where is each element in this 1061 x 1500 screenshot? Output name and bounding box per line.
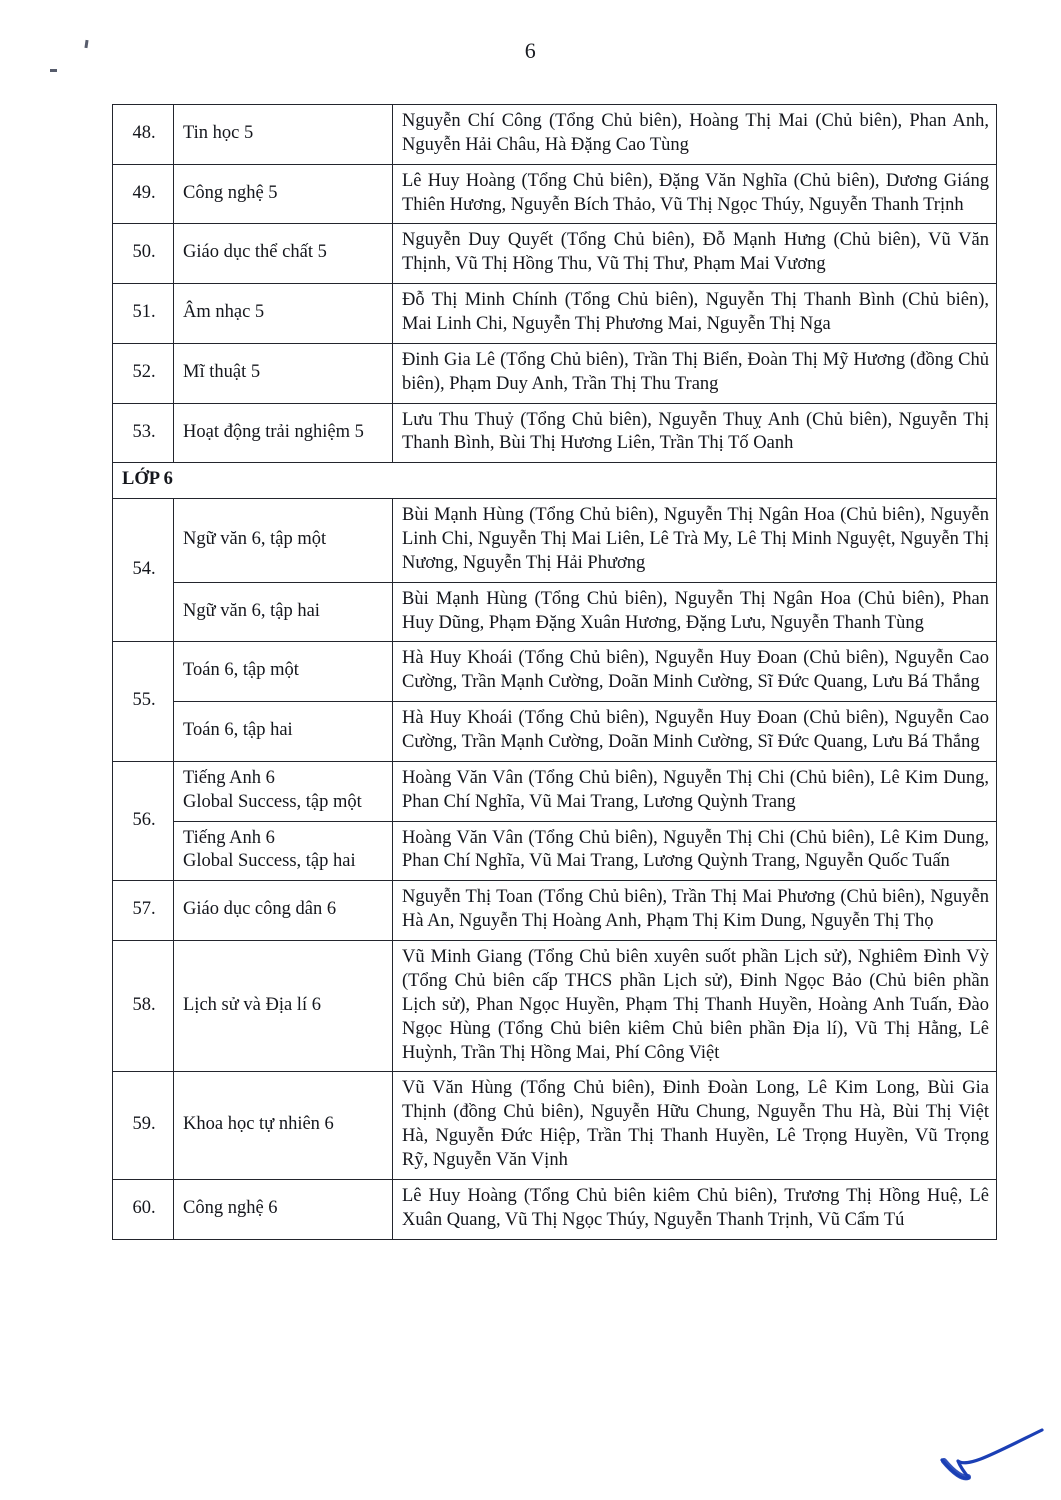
subject-cell (174, 582, 393, 642)
table-row (113, 881, 997, 941)
subject-cell (174, 403, 393, 463)
row-number-cell: 60. (113, 1179, 174, 1239)
authors-cell: Vũ Minh Giang (Tổng Chủ biên xuyên suốt phần Lịch sử), Nghiêm Đình Vỳ (Tổng Chủ biên cấp THCS phần Lịch sử), Đinh Ngọc Bảo (Chủ biên phần Lịch sử), Phan Ngọc Huyền, Phạm Thị Thanh Huyền, Hoàng Anh Tuấn, Đào Ngọc Hùng (Tổng Chủ biên kiêm Chủ biên phần Địa lí), Vũ Thị Hằng, Lê Huỳnh, Trần Thị Hồng Mai, Phí Công Việt (393, 941, 997, 1072)
authors-cell: Đỗ Thị Minh Chính (Tổng Chủ biên), Nguyễn Thị Thanh Bình (Chủ biên), Mai Linh Chi, Nguyễn Thị Phương Mai, Nguyễn Thị Nga (393, 284, 997, 344)
subject-line: Âm nhạc 5 (183, 302, 265, 323)
subject-line: Mĩ thuật 5 (183, 361, 261, 382)
row-number-cell: 58. (113, 941, 174, 1072)
subject-line: Tiếng Anh 6 (183, 827, 275, 848)
subject-cell (174, 1072, 393, 1179)
row-number-cell: 50. (113, 224, 174, 284)
subject-cell (174, 224, 393, 284)
textbook-list-table-wrapper (112, 104, 996, 1240)
table-row (113, 164, 997, 224)
subject-line: Công nghệ 5 (183, 182, 278, 203)
table-row (113, 642, 997, 702)
textbook-list-table (112, 104, 997, 1240)
table-row (113, 105, 997, 165)
subject-line: Lịch sử và Địa lí 6 (183, 994, 321, 1015)
authors-cell: Nguyễn Duy Quyết (Tổng Chủ biên), Đỗ Mạnh Hưng (Chủ biên), Vũ Văn Thịnh, Vũ Thị Hồng Thu, Vũ Thị Thư, Phạm Mai Vương (393, 224, 997, 284)
subject-line: Ngữ văn 6, tập hai (183, 600, 320, 621)
row-number-cell: 57. (113, 881, 174, 941)
table-row (113, 1179, 997, 1239)
table-row (113, 941, 997, 1072)
subject-cell (174, 284, 393, 344)
authors-cell: Hà Huy Khoái (Tổng Chủ biên), Nguyễn Huy Đoan (Chủ biên), Nguyễn Cao Cường, Trần Mạnh Cường, Doãn Minh Cường, Sĩ Đức Quang, Lưu Bá Thắng (393, 702, 997, 762)
group-heading-row (113, 463, 997, 499)
subject-cell (174, 1179, 393, 1239)
row-number-cell: 56. (113, 761, 174, 880)
subject-line: Tiếng Anh 6 (183, 767, 275, 788)
subject-line: Global Success, tập hai (183, 851, 356, 872)
subject-line: Toán 6, tập hai (183, 720, 293, 741)
subject-cell (174, 821, 393, 881)
authors-cell: Đinh Gia Lê (Tổng Chủ biên), Trần Thị Biển, Đoàn Thị Mỹ Hương (đồng Chủ biên), Phạm Duy Anh, Trần Thị Thu Trang (393, 343, 997, 403)
table-row (113, 499, 997, 583)
row-number-cell: 54. (113, 499, 174, 642)
row-number-cell: 55. (113, 642, 174, 761)
table-row (113, 284, 997, 344)
subject-line: Global Success, tập một (183, 791, 362, 812)
row-number-cell: 53. (113, 403, 174, 463)
subject-cell (174, 164, 393, 224)
subject-line: Ngữ văn 6, tập một (183, 529, 327, 550)
subject-cell (174, 343, 393, 403)
subject-line: Công nghệ 6 (183, 1197, 278, 1218)
scan-speckle-icon (50, 69, 57, 72)
authors-cell: Bùi Mạnh Hùng (Tổng Chủ biên), Nguyễn Thị Ngân Hoa (Chủ biên), Phan Huy Dũng, Phạm Đặng Xuân Hương, Đặng Lưu, Nguyễn Thanh Tùng (393, 582, 997, 642)
table-row (113, 761, 997, 821)
table-row (113, 582, 997, 642)
row-number-cell: 49. (113, 164, 174, 224)
authors-cell: Bùi Mạnh Hùng (Tổng Chủ biên), Nguyễn Thị Ngân Hoa (Chủ biên), Nguyễn Linh Chi, Nguyễn Thị Mai Liên, Lê Trà My, Lê Thị Minh Nguyệt, Nguyễn Thị Nương, Nguyễn Thị Hải Phương (393, 499, 997, 583)
subject-cell (174, 881, 393, 941)
row-number-cell: 59. (113, 1072, 174, 1179)
authors-cell: Nguyễn Thị Toan (Tổng Chủ biên), Trần Thị Mai Phương (Chủ biên), Nguyễn Hà An, Nguyễn Thị Hoàng Anh, Phạm Thị Kim Dung, Nguyễn Thị Thọ (393, 881, 997, 941)
subject-cell (174, 499, 393, 583)
authors-cell: Hoàng Văn Vân (Tổng Chủ biên), Nguyễn Thị Chi (Chủ biên), Lê Kim Dung, Phan Chí Nghĩa, Vũ Mai Trang, Lương Quỳnh Trang (393, 761, 997, 821)
subject-cell (174, 941, 393, 1072)
subject-line: Giáo dục công dân 6 (183, 899, 337, 920)
table-row (113, 821, 997, 881)
authors-cell: Hoàng Văn Vân (Tổng Chủ biên), Nguyễn Thị Chi (Chủ biên), Lê Kim Dung, Phan Chí Nghĩa, Vũ Mai Trang, Lương Quỳnh Trang, Nguyễn Quốc Tuấn (393, 821, 997, 881)
subject-cell (174, 761, 393, 821)
authors-cell: Vũ Văn Hùng (Tổng Chủ biên), Đinh Đoàn Long, Lê Kim Long, Bùi Gia Thịnh (đồng Chủ biên), Nguyễn Hữu Chung, Nguyễn Thu Hà, Bùi Thị Việt Hà, Nguyễn Đức Hiệp, Trần Thị Thanh Huyền, Lê Trọng Huyền, Vũ Trọng Rỹ, Nguyễn Văn Vịnh (393, 1072, 997, 1179)
row-number-cell: 52. (113, 343, 174, 403)
subject-line: Giáo dục thể chất 5 (183, 242, 327, 263)
table-row (113, 403, 997, 463)
subject-cell (174, 105, 393, 165)
authors-cell: Lê Huy Hoàng (Tổng Chủ biên kiêm Chủ biên), Trương Thị Hồng Huệ, Lê Xuân Quang, Vũ Thị Ngọc Thúy, Nguyễn Thanh Trịnh, Vũ Cẩm Tú (393, 1179, 997, 1239)
table-row (113, 1072, 997, 1179)
authors-cell: Hà Huy Khoái (Tổng Chủ biên), Nguyễn Huy Đoan (Chủ biên), Nguyễn Cao Cường, Trần Mạnh Cường, Doãn Minh Cường, Sĩ Đức Quang, Lưu Bá Thắng (393, 642, 997, 702)
authors-cell: Lưu Thu Thuỷ (Tổng Chủ biên), Nguyễn Thuỵ Anh (Chủ biên), Nguyễn Thị Thanh Bình, Bùi Thị Hương Liên, Trần Thị Tố Oanh (393, 403, 997, 463)
table-row (113, 343, 997, 403)
subject-line: Hoạt động trải nghiệm 5 (183, 421, 364, 442)
authors-cell: Nguyễn Chí Công (Tổng Chủ biên), Hoàng Thị Mai (Chủ biên), Phan Anh, Nguyễn Hải Châu, Hà Đặng Cao Tùng (393, 105, 997, 165)
subject-line: Toán 6, tập một (183, 660, 299, 681)
subject-cell (174, 642, 393, 702)
subject-cell (174, 702, 393, 762)
page-number: 6 (524, 38, 537, 63)
subject-line: Tin học 5 (183, 122, 254, 143)
blue-pen-signature-mark (938, 1428, 1048, 1490)
authors-cell: Lê Huy Hoàng (Tổng Chủ biên), Đặng Văn Nghĩa (Chủ biên), Dương Giáng Thiên Hương, Nguyễn Bích Thảo, Vũ Thị Ngọc Thúy, Nguyễn Thanh Trịnh (393, 164, 997, 224)
subject-line: Khoa học tự nhiên 6 (183, 1114, 334, 1135)
group-heading-lop-6: LỚP 6 (113, 463, 997, 499)
row-number-cell: 48. (113, 105, 174, 165)
row-number-cell: 51. (113, 284, 174, 344)
table-row (113, 702, 997, 762)
table-row (113, 224, 997, 284)
